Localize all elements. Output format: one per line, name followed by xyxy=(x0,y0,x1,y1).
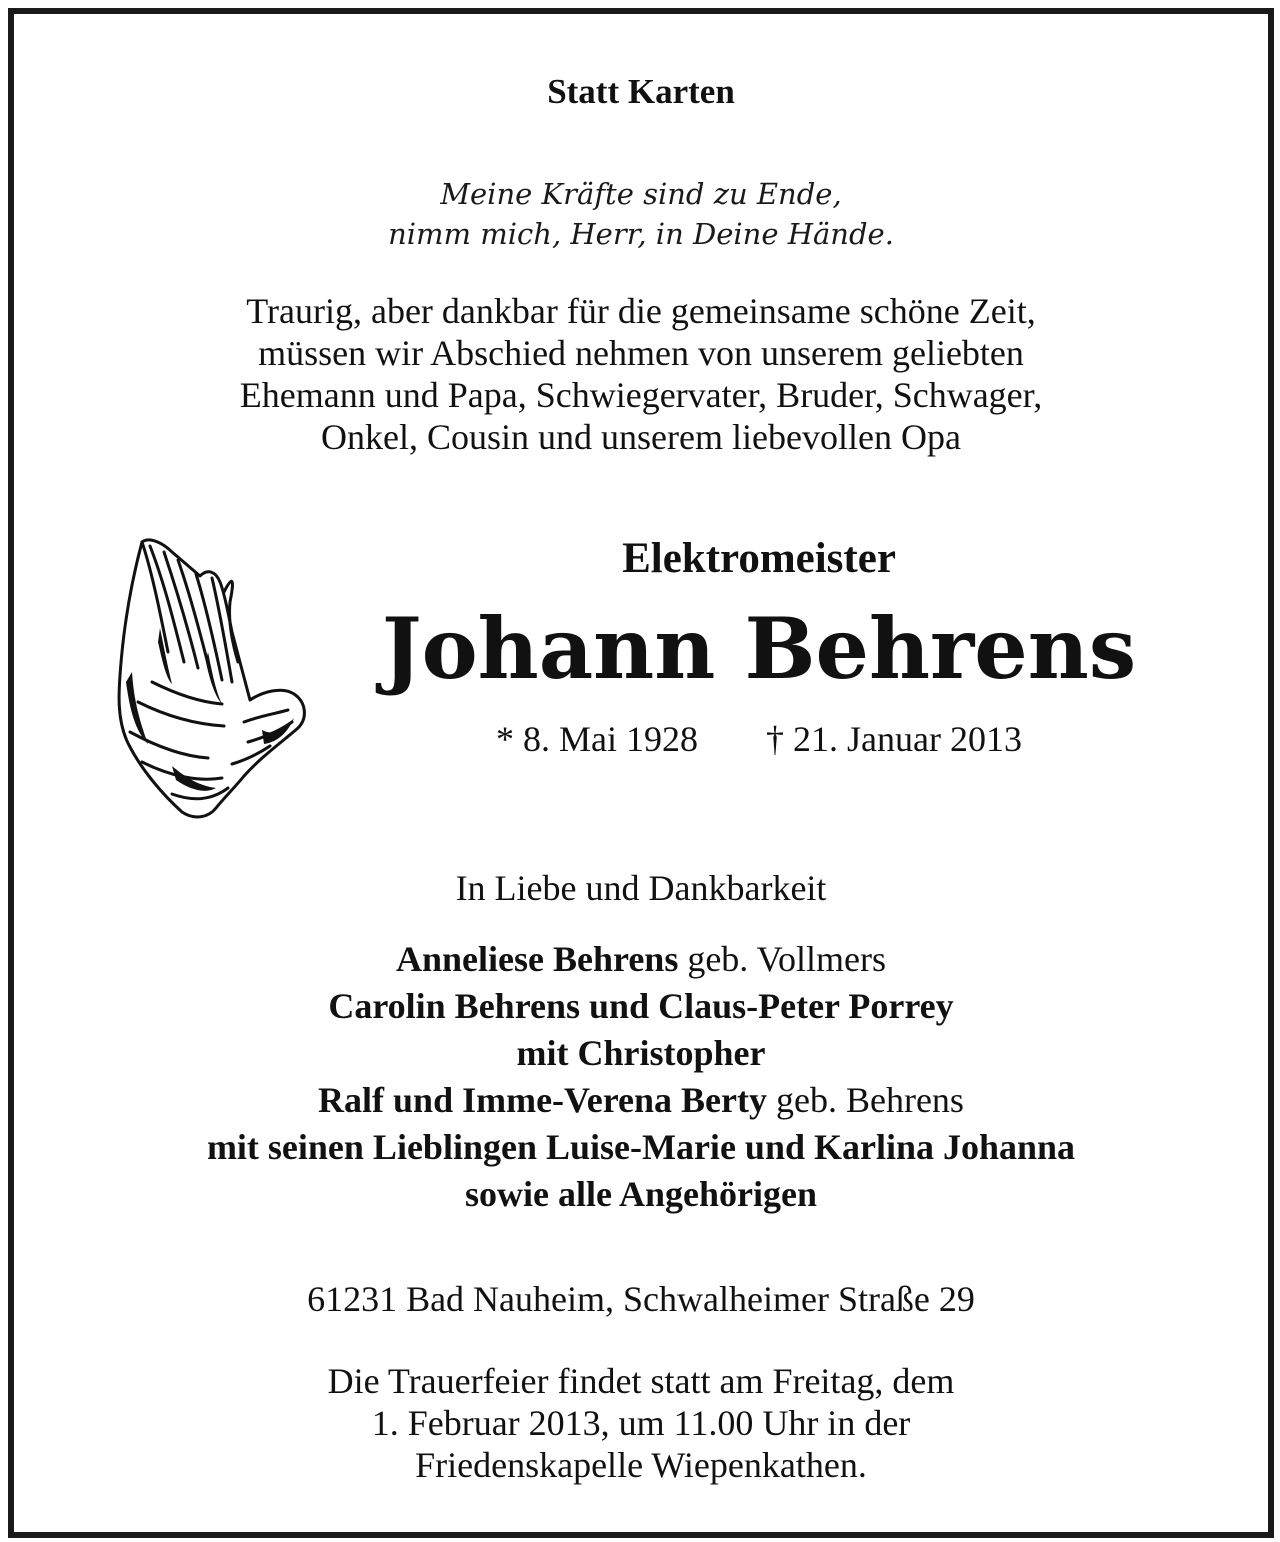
mourner-line xyxy=(14,936,1268,983)
address: 61231 Bad Nauheim, Schwalheimer Straße 29 xyxy=(307,1279,975,1319)
intro-text xyxy=(14,290,1268,458)
mourner-line xyxy=(14,1171,1268,1218)
ceremony-line: Friedenskapelle Wiepenkathen. xyxy=(415,1445,867,1485)
mourner-note: geb. Behrens xyxy=(767,1080,964,1120)
closing-phrase: In Liebe und Dankbarkeit xyxy=(455,868,827,908)
mourner-name: mit seinen Lieblingen Luise-Marie und Karlina Johanna xyxy=(206,1127,1076,1167)
verse xyxy=(14,174,1268,254)
mourner-name: Ralf und Imme-Verena Berty xyxy=(318,1080,767,1120)
mourner-line xyxy=(14,1077,1268,1124)
deceased-title: Elektromeister xyxy=(622,535,896,582)
verse-line: nimm mich, Herr, in Deine Hände. xyxy=(388,217,894,251)
verse-line: Meine Kräfte sind zu Ende, xyxy=(440,177,842,211)
intro-line: müssen wir Abschied nehmen von unserem geliebten xyxy=(258,333,1024,373)
mourners-list xyxy=(14,936,1268,1218)
deceased-name: Johann Behrens xyxy=(381,599,1137,698)
birth-date: * 8. Mai 1928 xyxy=(496,719,699,759)
intro-line: Ehemann und Papa, Schwiegervater, Bruder, Schwager, xyxy=(239,375,1043,415)
intro-line: Traurig, aber dankbar für die gemeinsame schöne Zeit, xyxy=(246,291,1036,331)
ceremony-info xyxy=(14,1360,1268,1486)
mourner-name: Anneliese Behrens xyxy=(395,939,679,979)
mourner-line xyxy=(14,983,1268,1030)
intro-line: Onkel, Cousin und unserem liebevollen Opa xyxy=(321,417,961,457)
ceremony-line: 1. Februar 2013, um 11.00 Uhr in der xyxy=(371,1403,911,1443)
mourner-note: geb. Vollmers xyxy=(678,939,886,979)
mourner-name: Carolin Behrens und Claus-Peter Porrey xyxy=(328,986,954,1026)
death-date: † 21. Januar 2013 xyxy=(766,719,1022,759)
mourner-line xyxy=(14,1124,1268,1171)
life-dates xyxy=(254,718,1264,760)
mourner-line xyxy=(14,1030,1268,1077)
mourner-name: sowie alle Angehörigen xyxy=(465,1174,817,1214)
obituary-frame xyxy=(8,8,1274,1538)
ceremony-line: Die Trauerfeier findet statt am Freitag, dem xyxy=(327,1361,955,1401)
mourner-name: mit Christopher xyxy=(516,1033,766,1073)
header-statt-karten: Statt Karten xyxy=(547,72,735,111)
